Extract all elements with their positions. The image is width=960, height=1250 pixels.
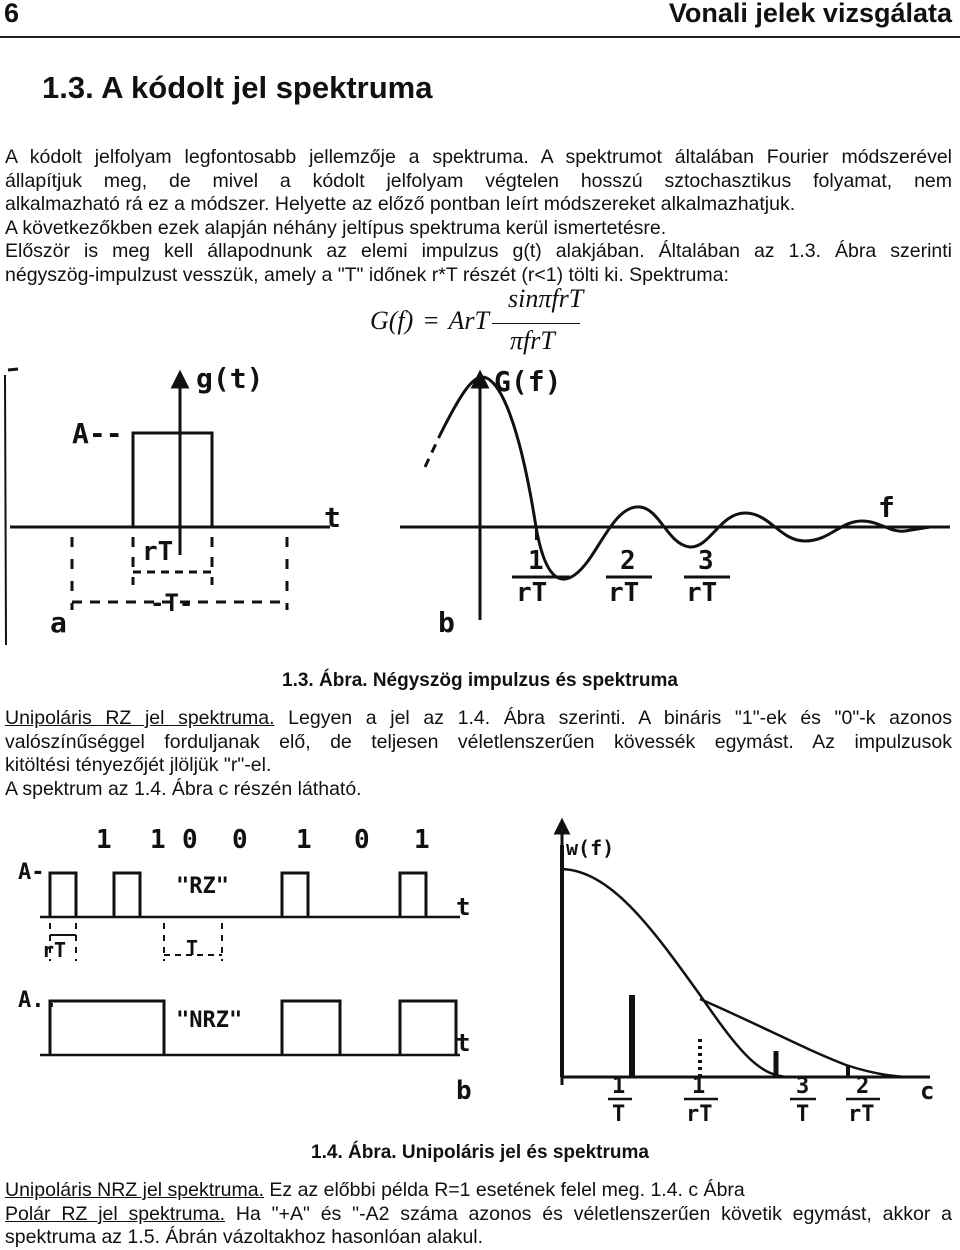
w-label: w(f) <box>566 836 615 860</box>
text-line: alkalmazható rá ez a módszer. Helyette az előző pontban leírt módszereket alkalmazhatjuk. <box>5 193 796 215</box>
tick-denominator: rT <box>848 1102 875 1127</box>
nrz-amp-label: A.. <box>18 988 58 1013</box>
polar-rz-heading: Polár RZ jel spektruma. <box>5 1202 226 1225</box>
tick-numerator: 2 <box>856 1074 870 1099</box>
tick-numerator: 1 <box>612 1074 626 1099</box>
figure-1-3 <box>0 355 960 655</box>
nrz-pulse <box>400 1001 456 1055</box>
text-line: A kódolt jelfolyam legfontosabb jellemzője a spektruma. A spektrumot általában Fourier módszerével <box>5 146 952 168</box>
g-label: g(t) <box>196 362 264 395</box>
fraction-bar <box>492 323 580 324</box>
scan-mark <box>8 369 18 370</box>
text-line <box>5 707 952 731</box>
panel-b-label: b <box>438 606 455 639</box>
rz-T-label: T <box>186 936 199 960</box>
chapter-title: Vonali jelek vizsgálata <box>668 0 952 28</box>
text-line <box>5 1203 952 1227</box>
closing-paragraph <box>5 1179 952 1250</box>
text-span: Ha "+A" és "-A2 száma azonos és véletlenszerűen követik egymást, akkor a <box>225 1202 952 1225</box>
formula-numerator: sinπfrT <box>508 284 584 313</box>
nrz-heading: Unipoláris NRZ jel spektruma. <box>5 1179 264 1201</box>
formula-equals: = <box>423 306 439 335</box>
t-label: t <box>324 501 341 534</box>
pulse-shape <box>133 433 212 527</box>
amp-label: A-- <box>72 417 123 450</box>
bit-label: 1 <box>96 825 112 855</box>
text-line <box>5 1179 952 1203</box>
rz-pulse <box>50 873 76 917</box>
rT-label: rT <box>142 537 174 567</box>
nrz-t-label: t <box>456 1029 471 1057</box>
bit-label: 1 <box>296 825 312 855</box>
section-title: 1.3. A kódolt jel spektruma <box>42 70 433 105</box>
tick-denominator: T <box>796 1102 810 1127</box>
tick-3-denominator: rT <box>686 578 718 608</box>
g-axis-arrow <box>173 373 187 387</box>
rz-label: "RZ" <box>176 874 229 899</box>
G-label: G(f) <box>494 365 562 398</box>
f-label: f <box>878 491 895 524</box>
text-line: Először is meg kell állapodnunk az elemi impulzus g(t) alakjában. Általában az 1.3. Ábra szerinti <box>5 240 952 262</box>
panel-a-label: a <box>50 606 67 639</box>
rz-paragraph <box>5 707 952 801</box>
figure-1-3-caption: 1.3. Ábra. Négyszög impulzus és spektruma <box>282 670 678 691</box>
tick-1-denominator: rT <box>516 578 548 608</box>
rz-pulse <box>400 873 426 917</box>
panel-b-label: b <box>456 1076 472 1106</box>
header-rule <box>0 36 960 38</box>
tick-2-numerator: 2 <box>620 546 636 576</box>
intro-paragraph <box>5 146 952 287</box>
rz-pulse <box>114 873 140 917</box>
page-header <box>0 0 960 38</box>
text-span: Ez az előbbi példa R=1 esetének felel meg. 1.4. c Ábra <box>264 1179 745 1201</box>
text-line: A spektrum az 1.4. Ábra c részén látható. <box>5 777 362 800</box>
nrz-pulse <box>282 1001 340 1055</box>
nrz-pulse <box>50 1001 164 1055</box>
panel-c-label: c <box>920 1077 935 1105</box>
text-line: spektruma az 1.5. Ábrán vázoltakhoz hasonlóan alakul. <box>5 1226 484 1248</box>
sinc-curve <box>440 377 930 579</box>
text-line: állapítjuk meg, de mivel a kódolt jelfolyam végtelen hosszú sztochasztikus folyamat, nem <box>5 169 952 192</box>
tick-3-numerator: 3 <box>698 546 714 576</box>
left-border <box>5 375 6 645</box>
tick-numerator: 1 <box>692 1074 706 1099</box>
tick-2-denominator: rT <box>608 578 640 608</box>
bit-label: 1 <box>150 825 166 855</box>
rz-pulse <box>282 873 308 917</box>
text-line: négyszög-impulzust vesszük, amely a "T" időnek r*T részét (r<1) tölti ki. Spektruma: <box>5 263 729 286</box>
text-line: valószínűséggel forduljanak elő, de teljesen véletlenszerűen kövessék egymást. Az impulzusok <box>5 730 952 753</box>
tick-denominator: rT <box>686 1102 713 1127</box>
text-line: A következőkben ezek alapján néhány jeltípus spektruma kerül ismertetésre. <box>5 216 667 239</box>
text-span: Legyen a jel az 1.4. Ábra szerinti. A bináris "1"-ek és "0"-k azonos <box>274 707 952 729</box>
figure-1-4 <box>0 815 960 1135</box>
bit-label: 0 <box>232 825 248 855</box>
tick-1-numerator: 1 <box>528 546 544 576</box>
bit-label: 0 <box>182 825 198 855</box>
w-axis-arrow <box>556 821 568 833</box>
tick-numerator: 3 <box>796 1074 810 1099</box>
figure-1-4-caption: 1.4. Ábra. Unipoláris jel és spektruma <box>311 1142 649 1163</box>
rz-amp-label: A- <box>18 860 45 885</box>
page-number: 6 <box>4 0 20 28</box>
formula-factor: ArT <box>448 306 489 335</box>
rz-rT-label: rT <box>42 938 67 962</box>
nrz-spectrum-curve <box>562 869 790 1077</box>
formula-lhs: G(f) <box>370 306 414 335</box>
tick-denominator: T <box>612 1102 626 1127</box>
nrz-label: "NRZ" <box>176 1008 243 1033</box>
rz-heading: Unipoláris RZ jel spektruma. <box>5 707 275 729</box>
bit-label: 1 <box>414 825 430 855</box>
sinc-dashed-start <box>425 435 440 467</box>
rz-t-label: t <box>456 893 471 921</box>
bit-label: 0 <box>354 825 370 855</box>
formula-denominator: πfrT <box>510 326 555 355</box>
text-line: kitöltési tényezőjét jlöljük "r"-el. <box>5 754 272 776</box>
T-label: -T- <box>150 589 194 617</box>
